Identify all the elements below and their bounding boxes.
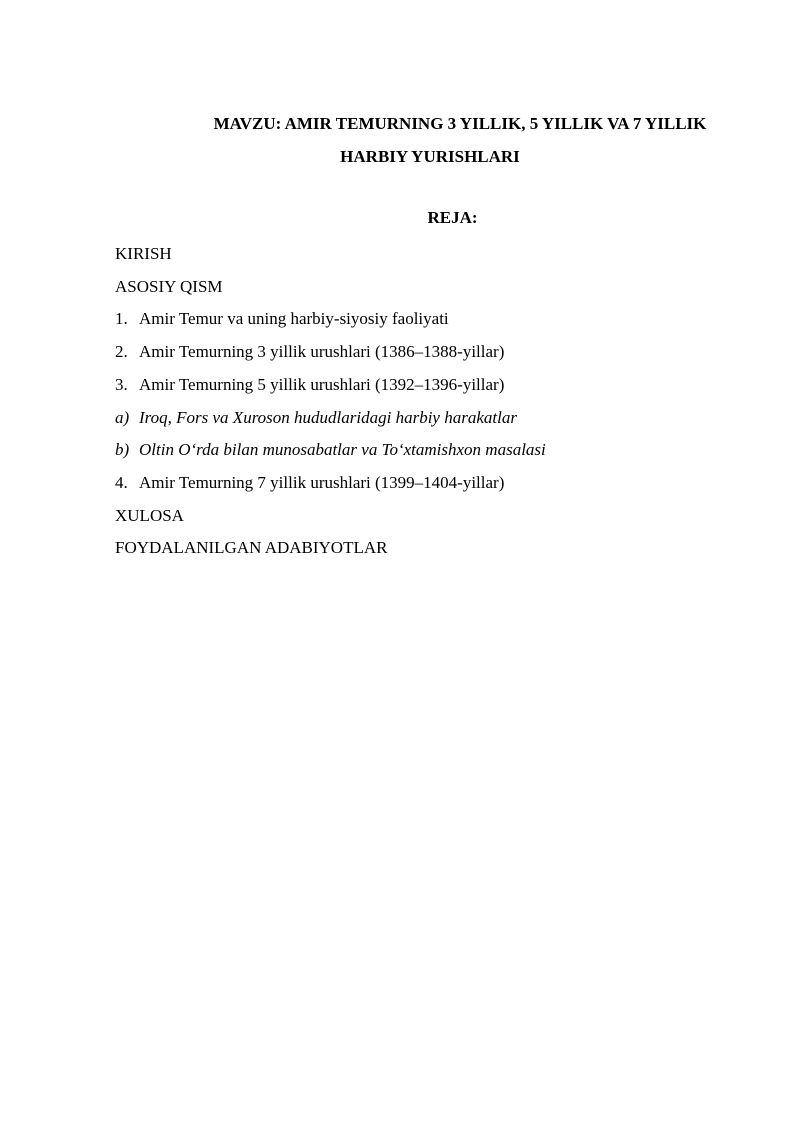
- plan-item-conclusion: [115, 500, 765, 533]
- plan-item-text: Amir Temur va uning harbiy-siyosiy faoliyati: [139, 309, 449, 329]
- title-line-1: MAVZU: AMIR TEMURNING 3 YILLIK, 5 YILLIK VA 7 YILLIK: [213, 114, 707, 133]
- plan-item-text: FOYDALANILGAN ADABIYOTLAR: [115, 538, 388, 558]
- plan-list: [115, 238, 765, 565]
- plan-item-main-part: [115, 271, 765, 304]
- plan-item-text: Amir Temurning 7 yillik urushlari (1399–1404-yillar): [139, 472, 505, 492]
- plan-item-marker: 1.: [115, 309, 128, 329]
- plan-item-text: ASOSIY QISM: [115, 276, 223, 296]
- plan-item-text: Iroq, Fors va Xuroson hududlaridagi harbiy harakatlar: [139, 407, 517, 427]
- plan-subitem-b: [115, 434, 765, 467]
- plan-item-text: Oltin O‘rda bilan munosabatlar va To‘xtamishxon masalasi: [139, 440, 546, 460]
- plan-item-introduction: [115, 238, 765, 271]
- plan-item-marker: b): [115, 440, 130, 460]
- plan-item-marker: a): [115, 407, 130, 427]
- plan-item-marker: 2.: [115, 342, 128, 362]
- plan-item-text: Amir Temurning 5 yillik urushlari (1392–1396-yillar): [139, 374, 505, 394]
- plan-item-2: [115, 336, 765, 369]
- plan-item-1: [115, 303, 765, 336]
- plan-heading: REJA:: [427, 208, 478, 227]
- plan-item-references: [115, 532, 765, 565]
- plan-item-marker: 3.: [115, 374, 128, 394]
- plan-item-3: [115, 369, 765, 402]
- plan-item-text: XULOSA: [115, 505, 184, 525]
- plan-item-text: Amir Temurning 3 yillik urushlari (1386–1388-yillar): [139, 342, 505, 362]
- plan-item-marker: 4.: [115, 472, 128, 492]
- plan-item-4: [115, 467, 765, 500]
- plan-item-text: KIRISH: [115, 244, 172, 263]
- document-title: [115, 107, 745, 173]
- title-line-2: HARBIY YURISHLARI: [340, 147, 520, 166]
- plan-subitem-a: [115, 402, 765, 435]
